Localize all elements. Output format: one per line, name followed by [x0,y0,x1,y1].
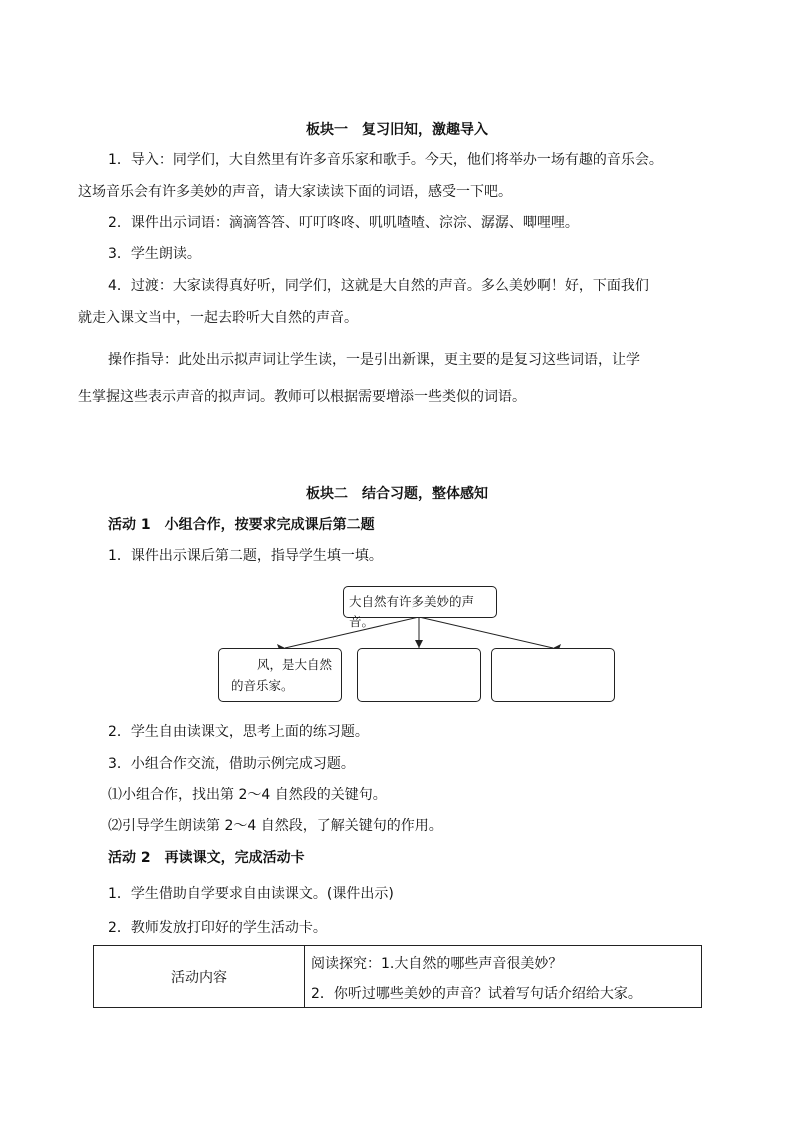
diagram-top-box-text: 大自然有许多美妙的声音。 [349,594,475,629]
diagram-middle-box [357,648,481,702]
diagram-left-box [218,648,342,702]
diagram-top-box [343,586,497,629]
guide-line-2: 生掌握这些表示声音的拟声词。教师可以根据需要增添一些类似的词语。 [78,389,526,405]
guide-line-1: 操作指导：此处出示拟声词让学生读，一是引出新课，更主要的是复习这些词语，让学 [108,352,640,368]
section1-title: 板块一 复习旧知，激趣导入 [306,122,488,138]
paragraph-4-line-1: 4．过渡：大家读得真好听，同学们，这就是大自然的声音。多么美妙啊！好，下面我们 [108,278,649,294]
activity-2-item-2: 2．教师发放打印好的学生活动卡。 [108,920,327,936]
diagram-left-box-line-2: 的音乐家。 [231,678,294,693]
diagram-right-box [491,648,615,702]
paragraph-1-line-1: 1．导入：同学们，大自然里有许多音乐家和歌手。今天，他们将举办一场有趣的音乐会。 [108,152,663,168]
paragraph-2: 2．课件出示词语：滴滴答答、叮叮咚咚、叽叽喳喳、淙淙、潺潺、唧哩哩。 [108,215,579,231]
paragraph-4-line-2: 就走入课文当中，一起去聆听大自然的声音。 [78,310,358,326]
activity-2-heading: 活动 2 再读课文，完成活动卡 [108,850,305,866]
section2-title: 板块二 结合习题，整体感知 [306,486,488,502]
activity-1-item-1: 1．课件出示课后第二题，指导学生填一填。 [108,548,383,564]
activity-2-item-1: 1．学生借助自学要求自由读课文。(课件出示) [108,886,394,902]
activity-1-subitem-2: ⑵引导学生朗读第 2～4 自然段，了解关键句的作用。 [108,818,443,834]
activity-1-subitem-1: ⑴小组合作，找出第 2～4 自然段的关键句。 [108,787,387,803]
table-content-line-2: 2．你听过哪些美妙的声音？试着写句话介绍给大家。 [311,986,642,1002]
table-divider [304,946,305,1007]
activity-1-heading: 活动 1 小组合作，按要求完成课后第二题 [108,517,375,533]
diagram-left-box-line-1: 风，是大自然 [257,657,333,672]
table-content-line-1: 阅读探究：1.大自然的哪些声音很美妙？ [311,956,563,972]
paragraph-1-line-2: 这场音乐会有许多美妙的声音，请大家读读下面的词语，感受一下吧。 [78,184,512,200]
activity-card-table [93,945,702,1008]
activity-1-item-3: 3．小组合作交流，借助示例完成习题。 [108,756,355,772]
table-label-cell: 活动内容 [171,969,227,986]
paragraph-3: 3．学生朗读。 [108,246,201,262]
activity-1-item-2: 2．学生自由读课文，思考上面的练习题。 [108,724,369,740]
